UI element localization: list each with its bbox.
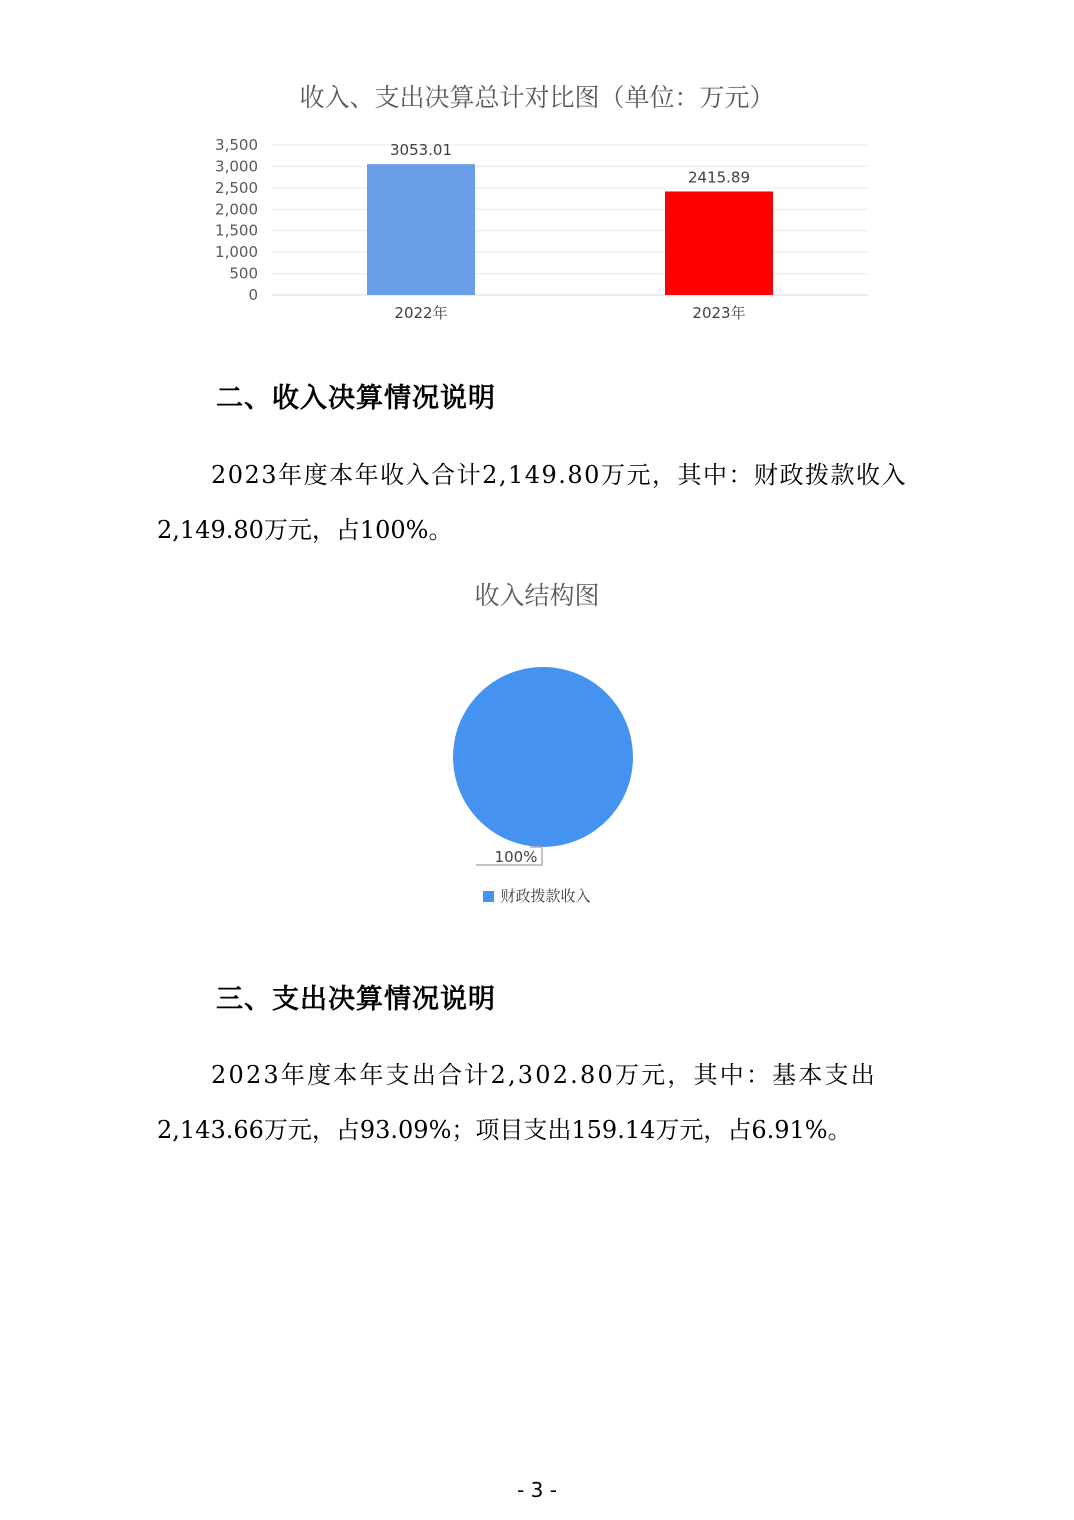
- bar-value-label: 3053.01: [389, 141, 453, 160]
- section-heading-income: 二、收入决算情况说明: [216, 383, 496, 414]
- x-tick-label: 2023年: [692, 304, 746, 322]
- bar-value-label: 2415.89: [687, 168, 751, 187]
- y-tick-label: 3,500: [215, 136, 258, 154]
- page-number: - 3 -: [517, 1478, 557, 1502]
- bar-chart: [190, 130, 890, 330]
- legend-swatch: [483, 891, 494, 902]
- pie-chart-title: 收入结构图: [474, 581, 600, 610]
- pie-legend: [0, 885, 1074, 906]
- bar-2022年: [367, 164, 475, 295]
- bar-chart-title: 收入、支出决算总计对比图（单位：万元）: [299, 83, 775, 112]
- pie-slice-label: 100%: [494, 848, 538, 866]
- section-heading-expenditure: 三、支出决算情况说明: [216, 984, 496, 1015]
- y-tick-label: 2,000: [215, 200, 258, 219]
- legend-label: 财政拨款收入: [500, 887, 591, 905]
- pie-chart: [440, 655, 650, 870]
- pie-slice-fiscal-appropriation: [453, 667, 633, 847]
- y-tick-label: 1,500: [215, 221, 258, 240]
- bar-2023年: [665, 191, 773, 295]
- income-paragraph-line: 2023年度本年收入合计2,149.80万元，其中：财政拨款收入: [211, 461, 907, 489]
- y-tick-label: 3,000: [215, 157, 258, 176]
- y-tick-label: 500: [229, 264, 258, 283]
- expenditure-paragraph-line: 2023年度本年支出合计2,302.80万元，其中：基本支出: [211, 1061, 877, 1089]
- income-paragraph-line: 2,149.80万元，占100%。: [157, 516, 453, 544]
- x-tick-label: 2022年: [394, 304, 448, 322]
- y-tick-label: 0: [248, 286, 258, 304]
- y-tick-label: 2,500: [215, 178, 258, 197]
- expenditure-paragraph-line: 2,143.66万元，占93.09%；项目支出159.14万元，占6.91%。: [157, 1116, 852, 1144]
- y-tick-label: 1,000: [215, 243, 258, 262]
